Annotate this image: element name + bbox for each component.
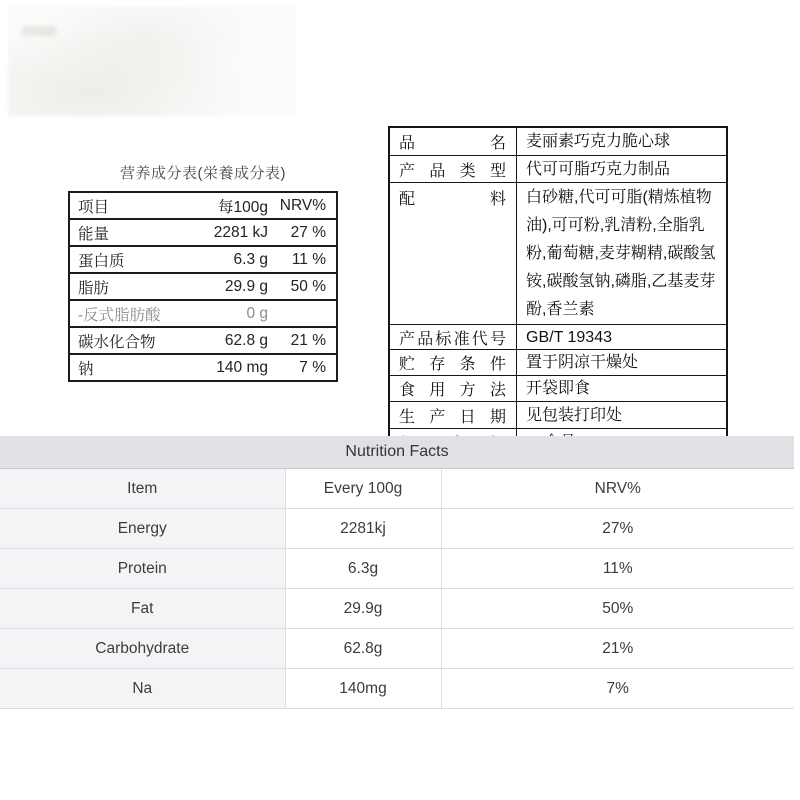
cn-row-protein: [69, 246, 337, 273]
en-nutrition-title: Nutrition Facts: [0, 436, 794, 469]
en-columns-row: [0, 469, 794, 509]
en-nrv: 27%: [441, 509, 794, 549]
en-row-energy: [0, 509, 794, 549]
en-col-nrv: NRV%: [441, 469, 794, 509]
cn-item: 钠: [69, 354, 194, 381]
cn-nrv: 21 %: [268, 327, 337, 354]
spec-row-ingredients: [389, 183, 727, 325]
en-per100g: 2281kj: [285, 509, 441, 549]
spec-value: 置于阴凉干燥处: [517, 350, 728, 376]
cn-item: 蛋白质: [69, 246, 194, 273]
spec-row-usage: [389, 376, 727, 402]
faded-image-placeholder: [8, 6, 296, 116]
cn-nrv: 7 %: [268, 354, 337, 381]
en-per100g: 62.8g: [285, 629, 441, 669]
en-nrv: 21%: [441, 629, 794, 669]
en-item: Energy: [0, 509, 285, 549]
en-nutrition-table: [0, 436, 794, 709]
en-col-per100g: Every 100g: [285, 469, 441, 509]
cn-nrv: 50 %: [268, 273, 337, 300]
spec-row-product-type: [389, 156, 727, 183]
spec-label: 配料: [389, 183, 517, 325]
en-row-sodium: [0, 669, 794, 709]
en-header-bar: [0, 436, 794, 469]
spec-value: 代可可脂巧克力制品: [517, 156, 728, 183]
cn-col-nrv: NRV%: [268, 192, 337, 219]
cn-per100g: 140 mg: [194, 354, 268, 381]
spec-label: 产品标准代号: [389, 325, 517, 350]
spec-row-storage: [389, 350, 727, 376]
faded-image-smudge: [22, 26, 56, 36]
en-row-fat: [0, 589, 794, 629]
en-item: Na: [0, 669, 285, 709]
spec-value: 白砂糖,代可可脂(精炼植物油),可可粉,乳清粉,全脂乳粉,葡萄糖,麦芽糊精,碳酸氢铵,碳酸氢钠,磷脂,乙基麦芽酚,香兰素: [517, 183, 728, 325]
cn-col-item: 项目: [69, 192, 194, 219]
en-nrv: 7%: [441, 669, 794, 709]
cn-row-sodium: [69, 354, 337, 381]
cn-per100g: 0 g: [194, 300, 268, 327]
en-item: Fat: [0, 589, 285, 629]
cn-per100g: 2281 kJ: [194, 219, 268, 246]
cn-nrv: [268, 300, 337, 327]
en-nrv: 11%: [441, 549, 794, 589]
en-nrv: 50%: [441, 589, 794, 629]
cn-nrv: 11 %: [268, 246, 337, 273]
en-per100g: 6.3g: [285, 549, 441, 589]
cn-per100g: 6.3 g: [194, 246, 268, 273]
cn-row-energy: [69, 219, 337, 246]
cn-per100g: 62.8 g: [194, 327, 268, 354]
en-col-item: Item: [0, 469, 285, 509]
spec-label: 食用方法: [389, 376, 517, 402]
spec-label: 产品类型: [389, 156, 517, 183]
en-item: Protein: [0, 549, 285, 589]
cn-nrv: 27 %: [268, 219, 337, 246]
spec-row-standard-code: [389, 325, 727, 350]
spec-value: 见包装打印处: [517, 402, 728, 429]
spec-label: 贮存条件: [389, 350, 517, 376]
spec-value: 开袋即食: [517, 376, 728, 402]
en-per100g: 140mg: [285, 669, 441, 709]
spec-row-production-date: [389, 402, 727, 429]
spec-row-product-name: [389, 127, 727, 156]
cn-item: -反式脂肪酸: [69, 300, 194, 327]
en-row-protein: [0, 549, 794, 589]
spec-value: GB/T 19343: [517, 325, 728, 350]
en-row-carbohydrate: [0, 629, 794, 669]
cn-nutrition-table: [68, 191, 338, 382]
cn-row-trans-fat: [69, 300, 337, 327]
spec-label: 生产日期: [389, 402, 517, 429]
en-per100g: 29.9g: [285, 589, 441, 629]
spec-label: 品名: [389, 127, 517, 156]
cn-row-fat: [69, 273, 337, 300]
spec-value: 麦丽素巧克力脆心球: [517, 127, 728, 156]
cn-item: 能量: [69, 219, 194, 246]
product-spec-table: [388, 126, 728, 458]
en-item: Carbohydrate: [0, 629, 285, 669]
cn-header-row: [69, 192, 337, 219]
cn-per100g: 29.9 g: [194, 273, 268, 300]
cn-item: 碳水化合物: [69, 327, 194, 354]
cn-item: 脂肪: [69, 273, 194, 300]
cn-row-carbohydrate: [69, 327, 337, 354]
cn-nutrition-title: 营养成分表(栄養成分表): [120, 165, 286, 182]
cn-col-per100g: 每100g: [194, 192, 268, 219]
